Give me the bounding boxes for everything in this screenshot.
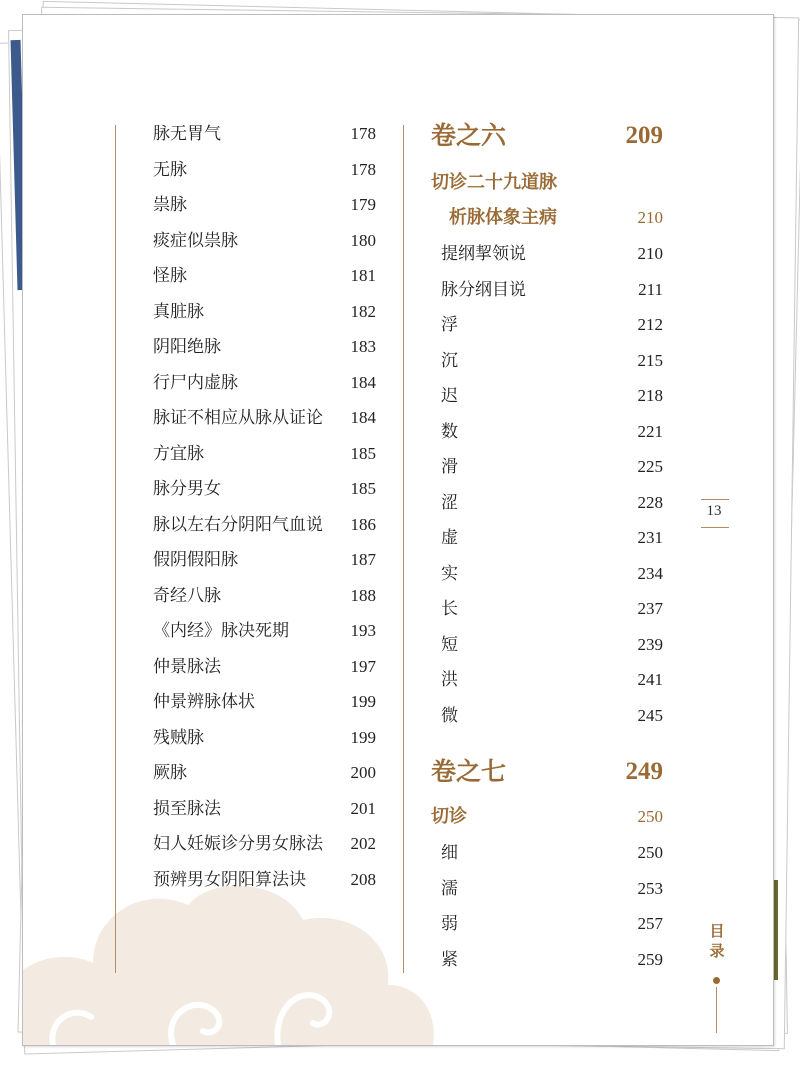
toc-entry-page: 210	[637, 244, 663, 263]
toc-entry-title: 洪	[441, 670, 458, 690]
toc-entry-title: 数	[441, 421, 458, 442]
toc-entry-title: 损至脉法	[153, 798, 221, 819]
toc-entry-title: 怪脉	[153, 266, 187, 286]
toc-entry-title: 奇经八脉	[153, 585, 221, 606]
toc-entry-title: 短	[441, 634, 458, 655]
toc-entry-page: 218	[637, 386, 663, 405]
toc-entry-page: 197	[350, 656, 376, 676]
toc-entry[interactable]	[153, 298, 376, 326]
toc-entry-page: 200	[350, 763, 376, 782]
toc-entry-title: 沉	[441, 350, 458, 371]
toc-entry-title: 《内经》脉决死期	[153, 621, 289, 641]
toc-entry[interactable]	[153, 156, 376, 184]
toc-entry[interactable]	[441, 560, 663, 588]
toc-entry-page: 253	[637, 878, 663, 898]
toc-entry[interactable]	[153, 475, 376, 503]
section-title: 切诊	[431, 806, 467, 827]
toc-entry-page: 199	[350, 727, 376, 747]
toc-entry-page: 245	[637, 705, 663, 725]
toc-entry-page: 178	[350, 124, 376, 143]
toc-entry-page: 180	[350, 230, 376, 250]
toc-entry[interactable]	[441, 489, 663, 517]
toc-section-heading[interactable]	[431, 803, 663, 831]
toc-entry-page: 185	[350, 443, 376, 463]
toc-entry[interactable]	[441, 240, 663, 268]
toc-entry-title: 假阴假阳脉	[153, 550, 238, 570]
toc-entry-page: 237	[637, 599, 663, 618]
toc-entry[interactable]	[153, 653, 376, 681]
toc-volume-heading[interactable]	[431, 119, 663, 153]
toc-entry[interactable]	[441, 702, 663, 730]
toc-entry-title: 滑	[441, 457, 458, 477]
volume-title: 卷之七	[431, 757, 507, 786]
toc-entry[interactable]	[153, 830, 376, 858]
toc-entry-page: 212	[637, 315, 663, 334]
toc-entry[interactable]	[441, 595, 663, 623]
toc-entry[interactable]	[153, 191, 376, 219]
toc-entry[interactable]	[153, 404, 376, 432]
toc-entry-page: 239	[637, 634, 663, 654]
toc-entry-page: 186	[350, 514, 376, 534]
toc-entry-page: 201	[350, 798, 376, 818]
toc-entry-title: 预辨男女阴阳算法诀	[153, 869, 306, 890]
toc-volume-heading[interactable]	[431, 755, 663, 789]
toc-entry-page: 234	[637, 563, 663, 583]
toc-entry-title: 无脉	[153, 159, 187, 180]
toc-entry-page: 187	[350, 550, 376, 569]
toc-entry-page: 257	[637, 914, 663, 933]
toc-entry-title: 方宜脉	[153, 443, 204, 464]
toc-entry-title: 真脏脉	[153, 301, 204, 322]
toc-entry-title: 脉以左右分阴阳气血说	[153, 514, 323, 535]
toc-entry-title: 濡	[441, 878, 458, 899]
toc-entry-title: 脉分纲目说	[441, 279, 526, 300]
toc-page	[22, 14, 774, 1046]
toc-entry-page: 188	[350, 585, 376, 605]
column-rule	[403, 125, 404, 973]
toc-subsection-heading[interactable]	[449, 204, 663, 232]
toc-entry-title: 残贼脉	[153, 727, 204, 748]
toc-entry[interactable]	[153, 688, 376, 716]
toc-entry-title: 妇人妊娠诊分男女脉法	[153, 834, 323, 854]
toc-entry-title: 弱	[441, 914, 458, 934]
toc-entry-title: 脉证不相应从脉从证论	[153, 408, 323, 428]
toc-entry-title: 迟	[441, 386, 458, 406]
toc-entry-page: 182	[350, 301, 376, 321]
toc-entry-page: 181	[350, 266, 376, 285]
toc-entry-title: 仲景辨脉体状	[153, 692, 255, 712]
toc-entry[interactable]	[153, 582, 376, 610]
section-page: 250	[637, 807, 663, 826]
toc-entry-page: 259	[637, 949, 663, 969]
toc-entry[interactable]	[153, 333, 376, 361]
toc-entry-page: 231	[637, 528, 663, 547]
toc-entry[interactable]	[441, 276, 663, 304]
column-rule	[115, 125, 116, 973]
toc-entry-title: 细	[441, 843, 458, 863]
toc-entry-title: 微	[441, 705, 458, 726]
volume-page: 249	[625, 758, 663, 785]
toc-entry[interactable]	[153, 227, 376, 255]
toc-entry[interactable]	[153, 262, 376, 290]
toc-entry-title: 虚	[441, 528, 458, 548]
toc-entry[interactable]	[153, 795, 376, 823]
toc-entry[interactable]	[153, 369, 376, 397]
toc-entry-title: 脉分男女	[153, 479, 221, 499]
toc-entry-page: 228	[637, 492, 663, 512]
toc-entry[interactable]	[153, 617, 376, 645]
toc-entry[interactable]	[441, 631, 663, 659]
side-dot-ornament	[713, 977, 720, 984]
toc-entry-title: 涩	[441, 492, 458, 513]
page-number-rule	[701, 499, 729, 500]
toc-entry[interactable]	[441, 382, 663, 410]
toc-entry[interactable]	[153, 724, 376, 752]
toc-entry[interactable]	[153, 511, 376, 539]
toc-entry[interactable]	[153, 120, 376, 148]
page-number-rule	[701, 527, 729, 528]
toc-entry-title: 实	[441, 563, 458, 584]
toc-entry[interactable]	[441, 946, 663, 974]
cloud-ornament	[23, 875, 443, 1045]
toc-entry-title: 祟脉	[153, 195, 187, 215]
toc-entry[interactable]	[153, 546, 376, 574]
toc-entry-title: 痰症似祟脉	[153, 230, 238, 251]
toc-entry-title: 浮	[441, 315, 458, 335]
toc-entry-title: 厥脉	[153, 763, 187, 783]
toc-section-heading[interactable]	[431, 169, 663, 197]
toc-entry-page: 193	[350, 621, 376, 640]
toc-entry-page: 183	[350, 337, 376, 356]
toc-entry-page: 250	[637, 843, 663, 862]
toc-entry-page: 199	[350, 692, 376, 711]
toc-entry-page: 221	[637, 421, 663, 441]
toc-entry-page: 208	[350, 869, 376, 889]
subsection-page: 210	[637, 208, 663, 227]
toc-entry[interactable]	[153, 759, 376, 787]
toc-entry[interactable]	[153, 866, 376, 894]
toc-entry-page: 179	[350, 195, 376, 214]
subsection-title: 析脉体象主病	[449, 207, 557, 228]
toc-entry[interactable]	[441, 524, 663, 552]
toc-entry-page: 225	[637, 457, 663, 476]
toc-entry-page: 184	[350, 372, 376, 392]
toc-entry[interactable]	[441, 875, 663, 903]
toc-entry[interactable]	[153, 440, 376, 468]
toc-entry-title: 脉无胃气	[153, 124, 221, 144]
volume-title: 卷之六	[431, 121, 507, 150]
toc-entry-title: 仲景脉法	[153, 656, 221, 677]
toc-entry-page: 202	[350, 834, 376, 853]
toc-entry[interactable]	[441, 666, 663, 694]
toc-entry-title: 紧	[441, 949, 458, 970]
toc-entry-page: 241	[637, 670, 663, 689]
toc-entry-page: 185	[350, 479, 376, 498]
toc-entry[interactable]	[441, 311, 663, 339]
side-section-title: 目录	[709, 922, 725, 960]
toc-entry-page: 211	[638, 279, 663, 299]
toc-entry-title: 阴阳绝脉	[153, 337, 221, 357]
toc-entry-title: 提纲挈领说	[441, 244, 526, 264]
toc-entry-title: 长	[441, 599, 458, 619]
toc-entry-page: 178	[350, 159, 376, 179]
toc-entry[interactable]	[441, 453, 663, 481]
toc-entry[interactable]	[441, 910, 663, 938]
page-number: 13	[706, 503, 722, 519]
side-rule	[716, 987, 717, 1033]
toc-entry-page: 184	[350, 408, 376, 427]
toc-entry[interactable]	[441, 347, 663, 375]
section-title: 切诊二十九道脉	[431, 172, 557, 193]
volume-page: 209	[625, 122, 663, 149]
toc-entry[interactable]	[441, 839, 663, 867]
toc-entry[interactable]	[441, 418, 663, 446]
toc-entry-page: 215	[637, 350, 663, 370]
toc-entry-title: 行尸内虚脉	[153, 372, 238, 393]
